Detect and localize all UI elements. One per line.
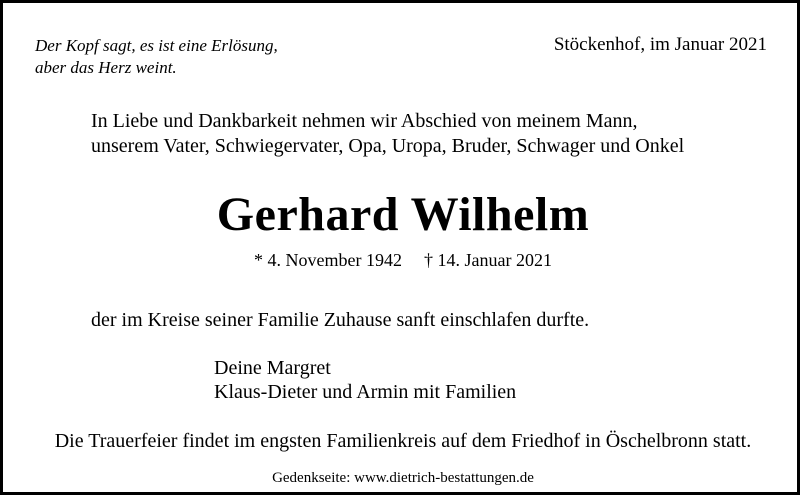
signatures xyxy=(214,356,516,404)
quote xyxy=(35,35,278,79)
place-date: Stöckenhof, im Januar 2021 xyxy=(553,34,767,55)
death-date: † 14. Januar 2021 xyxy=(424,250,552,270)
intro-line-1: In Liebe und Dankbarkeit nehmen wir Abschied von meinem Mann, xyxy=(91,110,638,132)
intro-text xyxy=(91,109,684,159)
life-dates xyxy=(3,249,800,271)
signature-line-1: Deine Margret xyxy=(214,357,331,379)
deceased-name: Gerhard Wilhelm xyxy=(216,188,590,241)
ceremony-notice: Die Trauerfeier findet im engsten Familienkreis auf dem Friedhof in Öschelbronn statt. xyxy=(54,430,752,452)
passing-sentence: der im Kreise seiner Familie Zuhause sanft einschlafen durfte. xyxy=(91,309,590,331)
signature-line-2: Klaus-Dieter und Armin mit Familien xyxy=(214,381,517,403)
quote-line-2: aber das Herz weint. xyxy=(35,58,177,77)
quote-line-1: Der Kopf sagt, es ist eine Erlösung, xyxy=(35,36,278,55)
memorial-page-link: Gedenkseite: www.dietrich-bestattungen.de xyxy=(272,470,534,486)
intro-line-2: unserem Vater, Schwiegervater, Opa, Uropa, Bruder, Schwager und Onkel xyxy=(91,135,685,157)
birth-date: * 4. November 1942 xyxy=(254,250,402,270)
